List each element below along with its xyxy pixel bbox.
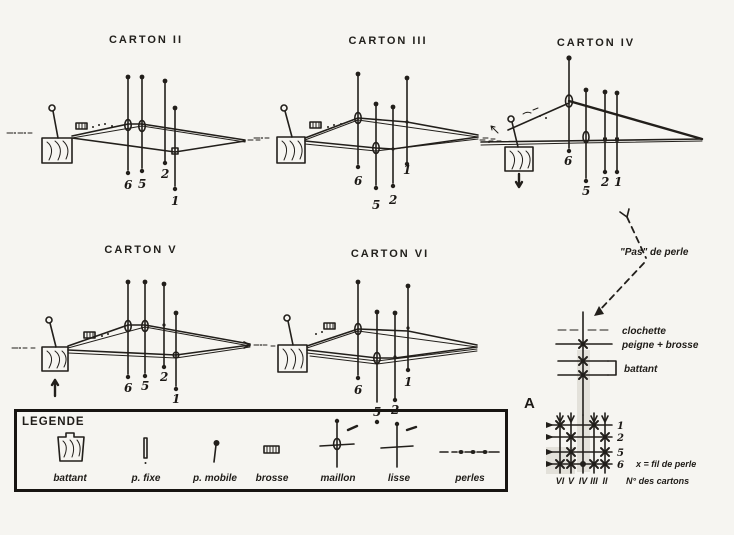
battant (277, 105, 305, 163)
perles-dashes (480, 140, 501, 141)
rod-number: 2 (161, 167, 170, 181)
shed-threads (68, 325, 250, 358)
rod-number: 6 (124, 178, 133, 192)
rods (125, 75, 178, 192)
rod-number: 6 (354, 383, 363, 397)
battant (42, 105, 72, 163)
battant (505, 116, 533, 187)
col-label: V (567, 476, 575, 486)
carton-vi-title: CARTON VI (350, 248, 430, 260)
rod-number: 2 (160, 370, 169, 384)
clochette-label: clochette (622, 326, 666, 337)
shed-threads (305, 118, 495, 151)
perles-dashes (254, 137, 269, 139)
shed-detail-and-grid (518, 295, 734, 495)
rod-number: 2 (389, 193, 398, 207)
col-label: II (602, 476, 608, 486)
legend-box (14, 409, 508, 492)
rod-number: 6 (354, 174, 363, 188)
rod-number: 6 (124, 381, 133, 395)
battant-icon (53, 430, 91, 464)
rod-number: 2 (391, 403, 400, 417)
rod-number: 5 (582, 184, 591, 198)
perles-dashes (7, 132, 32, 134)
rod-number: 1 (614, 175, 623, 189)
perles-dashes (12, 347, 35, 349)
shed-threads (72, 124, 260, 152)
battant-bracket (608, 361, 616, 375)
brush-icon (263, 444, 281, 456)
rod-number: 5 (138, 177, 147, 191)
brosse (315, 323, 335, 335)
fixed-pin-icon (141, 436, 151, 466)
battant-label: battant (624, 364, 658, 375)
brush-legend-label: brosse (255, 473, 289, 484)
row-label: 6 (617, 460, 624, 471)
shed-threads (481, 101, 702, 145)
carton-v-diagram (8, 268, 260, 408)
battant-legend-label: battant (53, 473, 87, 484)
carton-iv-title: CARTON IV (556, 37, 636, 49)
row-label: 2 (617, 433, 624, 444)
carton-v-title: CARTON V (104, 244, 178, 256)
rods (566, 55, 620, 183)
lisse-cross-icon (379, 420, 421, 472)
row-label: 1 (617, 421, 624, 432)
fixed-pin-legend-label: p. fixe (131, 473, 161, 484)
x-equals-note: x = fil de perle (636, 459, 697, 469)
row-label: 5 (617, 448, 624, 459)
handwriting-scribble (348, 426, 357, 430)
section-a-label: A (524, 395, 535, 412)
perles-dashes (254, 344, 275, 346)
rods (125, 280, 179, 392)
maillon-legend-label: maillon (320, 473, 356, 484)
pas-de-perle-label: "Pas" de perle (620, 247, 689, 258)
rod-number: 5 (373, 405, 382, 419)
carton-iii-diagram (252, 58, 502, 230)
rod-number: 1 (404, 375, 413, 389)
peigne-brosse-label: peigne + brosse (622, 340, 699, 351)
carton-iv-diagram (478, 48, 734, 200)
handwriting-scribble (407, 427, 416, 430)
up-arrow (52, 380, 58, 396)
beads-legend-label: perles (455, 473, 485, 484)
col-label: III (590, 476, 598, 486)
grid-dot-mark (580, 461, 586, 467)
rod-number: 6 (564, 154, 573, 168)
rod-number: 5 (372, 198, 381, 212)
lisse-legend-label: lisse (387, 473, 411, 484)
down-arrow (516, 174, 522, 187)
rod-number: 5 (141, 379, 150, 393)
scribbles (491, 108, 547, 133)
rod-number: 1 (403, 163, 412, 177)
rods (355, 72, 410, 191)
carton-ii-diagram (5, 58, 260, 223)
carton-vi-diagram (252, 268, 504, 428)
maillon-loop-icon (318, 417, 360, 473)
col-label: IV (578, 476, 588, 486)
carton-iii-title: CARTON III (348, 35, 428, 47)
mobile-pin-legend-label: p. mobile (193, 473, 237, 484)
rod-number: 2 (601, 175, 610, 189)
cartons-number-note: N° des cartons (626, 476, 690, 486)
col-label: VI (555, 476, 565, 486)
arrow-tail (620, 209, 629, 217)
rod-number: 1 (171, 194, 180, 208)
carton-ii-title: CARTON II (108, 34, 184, 46)
legend-title: LEGENDE (22, 416, 85, 428)
beads-icon (440, 446, 502, 458)
shed-threads (307, 329, 477, 364)
rods (355, 280, 411, 425)
rod-number: 1 (172, 392, 181, 406)
battant (278, 315, 307, 372)
battant (42, 317, 68, 396)
mobile-pin-icon (207, 438, 223, 466)
